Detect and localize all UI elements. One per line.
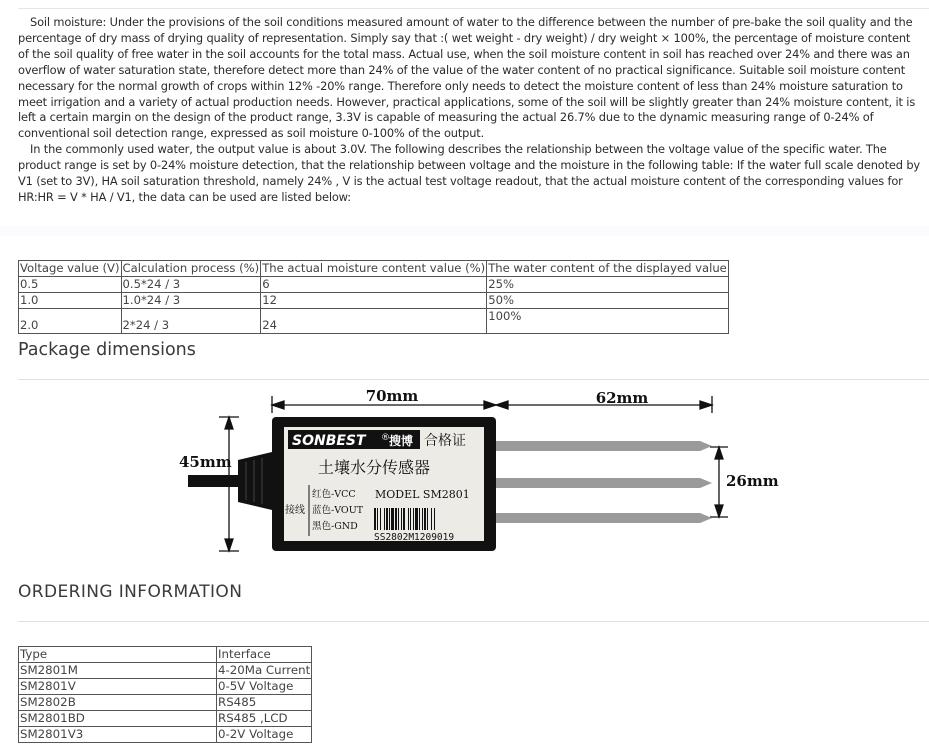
cell-interface: 4-20Ma Current	[218, 663, 311, 677]
table-row	[19, 277, 729, 293]
header-voltage: Voltage value (V)	[20, 261, 120, 275]
cell-calculation: 1.0*24 / 3	[121, 293, 261, 309]
cell-actual: 12	[261, 293, 487, 309]
cert-label: 合格证	[424, 433, 466, 449]
dim-label-probe: 62mm	[595, 389, 649, 407]
arrow-head	[496, 401, 508, 409]
cell-type: SM2801V	[19, 679, 217, 695]
cell-displayed: 50%	[487, 293, 729, 309]
package-dimensions-diagram	[0, 380, 929, 560]
cell-actual: 6	[261, 277, 487, 293]
cell-calculation: 2*24 / 3	[121, 309, 261, 334]
probe	[496, 441, 712, 451]
top-divider	[18, 8, 929, 9]
intro-paragraph-2: In the commonly used water, the output value is about 3.0V. The following describes the relationship between the voltage value of the specific water. The product range is set by 0-24% moisture detection, that the relationship between voltage and the moisture in the following table: If the water full scale denoted by V1 (set to 3V), HA soil saturation threshold, namely 24% , V is the actual test voltage readout, that the actual moisture content of the corresponding values for HR:HR = V * HA / V1, the data can be used are listed below:	[18, 142, 920, 204]
header-type: Type	[19, 647, 217, 663]
table-header-row	[19, 647, 312, 663]
cell-displayed: 100%	[487, 309, 729, 334]
brand-logo-text: SONBEST	[292, 433, 366, 449]
ordering-table	[18, 646, 312, 743]
intro-paragraph-1: Soil moisture: Under the provisions of the soil conditions measured amount of water to the difference between the number of pre-bake the soil quality and the percentage of dry mass of drying quality of representation. Simply say that :( wet weight - dry weight) / dry weight × 100%, the percentage of moisture content of the soil quality of free water in the soil accounts for the total mass. Actual use, when the soil moisture content in soil has reached over 24% and there was an overflow of water saturation state, therefore detect more than 24% of the value of the water content of no practical significance. Suitable soil moisture content necessary for the normal growth of crops within 12% -20% range. Therefore only needs to detect the moisture content of less than 24% moisture saturation to meet irrigation and a variety of actual production needs. However, practical applications, some of the soil will be slightly greater than 24% moisture content, it is left a certain margin on the design of the product range, 3.3V is capable of measuring the actual 26.7% due to the dynamic measuring range of 0-24% of conventional soil detection range, expressed as soil moisture 0-100% of the output.	[18, 15, 916, 141]
cell-voltage: 1.0	[19, 293, 122, 309]
cell-voltage: 2.0	[19, 309, 122, 334]
voltage-table	[18, 260, 729, 334]
header-actual: The actual moisture content value (%)	[262, 261, 486, 275]
probes	[496, 441, 712, 523]
arrow-head	[700, 401, 712, 409]
dim-label-length: 70mm	[365, 387, 419, 405]
ordering-information-heading: ORDERING INFORMATION	[18, 582, 243, 602]
table-row	[19, 727, 312, 743]
product-name-cn: 土壤水分传感器	[318, 458, 431, 477]
wire-blue-label: 蓝色-VOUT	[312, 505, 364, 516]
cell-interface: 0-2V Voltage	[217, 727, 312, 743]
table-row	[19, 695, 312, 711]
cable-gland	[238, 452, 272, 510]
wiring-label: 接线	[285, 505, 305, 516]
arrow-head	[272, 401, 284, 409]
cell-interface: 0-5V Voltage	[217, 679, 312, 695]
header-calculation: Calculation process (%)	[122, 261, 260, 275]
table-row	[19, 711, 312, 727]
cell-type: SM2801M	[19, 663, 217, 679]
table-row	[19, 293, 729, 309]
probe	[496, 513, 712, 523]
wire-black-label: 黑色-GND	[312, 521, 358, 532]
header-displayed: The water content of the displayed value	[488, 261, 727, 275]
arrow-head	[225, 539, 233, 551]
cell-interface: RS485 ,LCD	[217, 711, 312, 727]
intro-text	[18, 15, 923, 206]
spacer-band	[0, 226, 929, 236]
cell-displayed: 25%	[487, 277, 729, 293]
cell-voltage: 0.5	[19, 277, 122, 293]
arrow-head	[715, 447, 723, 459]
table-row	[19, 309, 729, 334]
model-label: MODEL SM2801	[375, 488, 470, 501]
probe	[496, 478, 712, 488]
cell-interface: RS485	[217, 695, 312, 711]
cell-type: SM2801V3	[19, 727, 217, 743]
brand-cn: 搜博	[389, 434, 414, 448]
cell-calculation: 0.5*24 / 3	[121, 277, 261, 293]
table-row	[19, 663, 312, 679]
dim-label-probe-span: 26mm	[726, 472, 779, 490]
cell-type: SM2802B	[19, 695, 217, 711]
serial-number: SS2802M1209019	[374, 532, 455, 543]
header-interface: Interface	[217, 647, 312, 663]
arrow-head	[715, 505, 723, 517]
table-row	[19, 679, 312, 695]
package-dimensions-heading: Package dimensions	[18, 340, 196, 360]
brand-reg-mark: ®	[381, 433, 390, 443]
section-divider	[18, 621, 929, 622]
table-header-row	[19, 261, 729, 277]
cell-actual: 24	[261, 309, 487, 334]
dim-label-height: 45mm	[179, 453, 232, 471]
cable	[188, 475, 238, 487]
wire-red-label: 红色-VCC	[312, 489, 356, 500]
cell-type: SM2801BD	[19, 711, 217, 727]
arrow-head	[225, 417, 233, 429]
